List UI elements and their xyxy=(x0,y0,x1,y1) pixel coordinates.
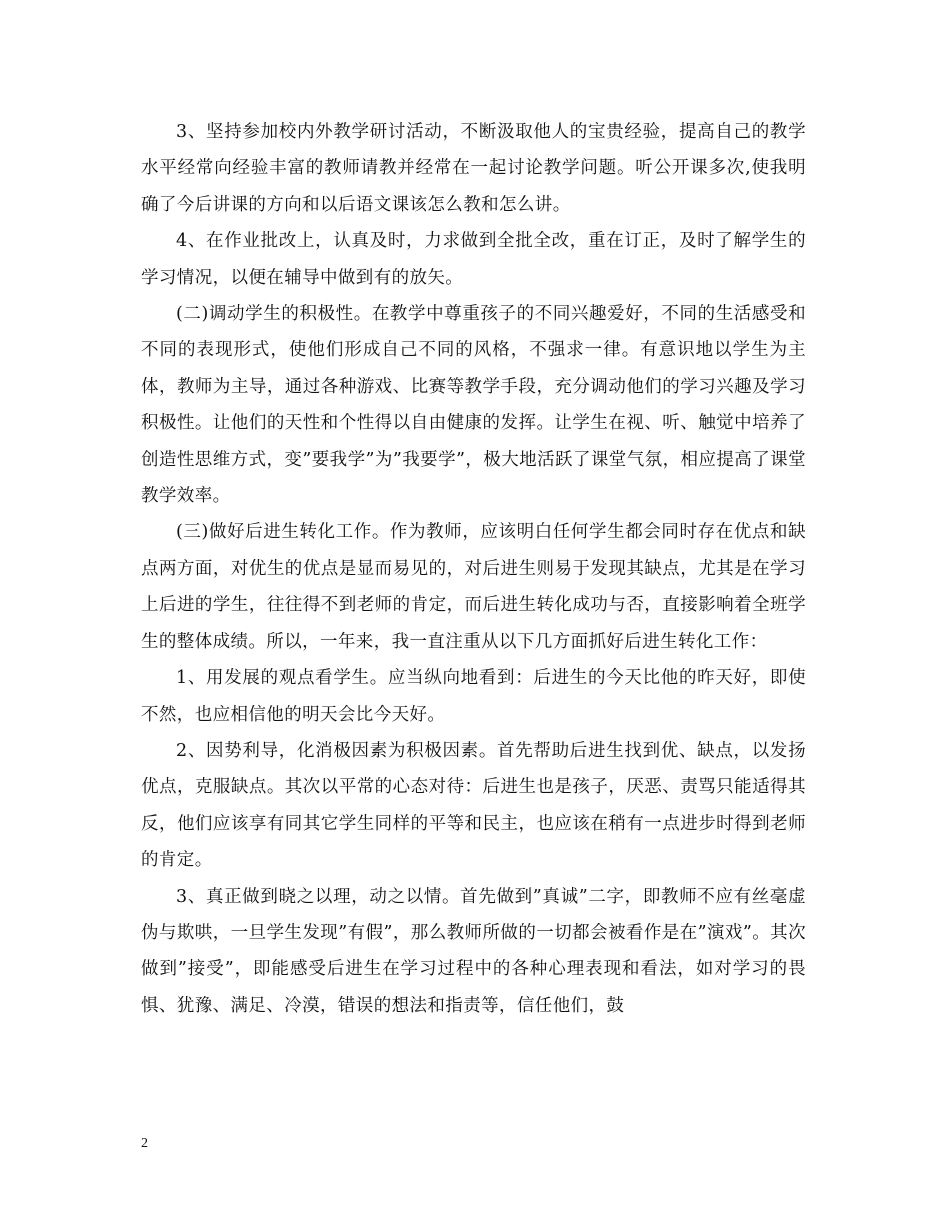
paragraph-4: (三)做好后进生转化工作。作为教师，应该明白任何学生都会同时存在优点和缺点两方面，对优生的优点是显而易见的，对后进生则易于发现其缺点，尤其是在学习上后进的学生，往往得不到老师的肯定，而后进生转化成功与否，直接影响着全班学生的整体成绩。所以，一年来，我一直注重从以下几方面抓好后进生转化工作： xyxy=(141,522,806,652)
paragraph-3: (二)调动学生的积极性。在教学中尊重孩子的不同兴趣爱好，不同的生活感受和不同的表现形式，使他们形成自己不同的风格，不强求一律。有意识地以学生为主体，教师为主导，通过各种游戏、比赛等教学手段，充分调动他们的学习兴趣及学习积极性。让他们的天性和个性得以自由健康的发挥。让学生在视、听、触觉中培养了创造性思维方式，变”要我学”为”我要学”，极大地活跃了课堂气氛，相应提高了课堂教学效率。 xyxy=(141,304,806,507)
page-number: 2 xyxy=(141,1136,148,1151)
paragraph-2: 4、在作业批改上，认真及时，力求做到全批全改，重在订正，及时了解学生的学习情况，以便在辅导中做到有的放矢。 xyxy=(141,231,806,288)
paragraph-7: 3、真正做到晓之以理，动之以情。首先做到”真诚”二字，即教师不应有丝毫虚伪与欺哄，一旦学生发现”有假”，那么教师所做的一切都会被看作是在”演戏”。其次做到”接受”，即能感受后进生在学习过程中的各种心理表现和看法，如对学习的畏惧、犹豫、满足、冷漠，错误的想法和指责等，信任他们，鼓 xyxy=(141,886,806,1016)
paragraph-1: 3、坚持参加校内外教学研讨活动，不断汲取他人的宝贵经验，提高自己的教学水平经常向经验丰富的教师请教并经常在一起讨论教学问题。听公开课多次,使我明确了今后讲课的方向和以后语文课该怎么教和怎么讲。 xyxy=(141,122,806,215)
page-body xyxy=(141,114,806,1024)
paragraph-5: 1、用发展的观点看学生。应当纵向地看到：后进生的今天比他的昨天好，即使不然，也应相信他的明天会比今天好。 xyxy=(141,668,806,725)
paragraph-6: 2、因势利导，化消极因素为积极因素。首先帮助后进生找到优、缺点，以发扬优点，克服缺点。其次以平常的心态对待：后进生也是孩子，厌恶、责骂只能适得其反，他们应该享有同其它学生同样的平等和民主，也应该在稍有一点进步时得到老师的肯定。 xyxy=(141,740,806,871)
